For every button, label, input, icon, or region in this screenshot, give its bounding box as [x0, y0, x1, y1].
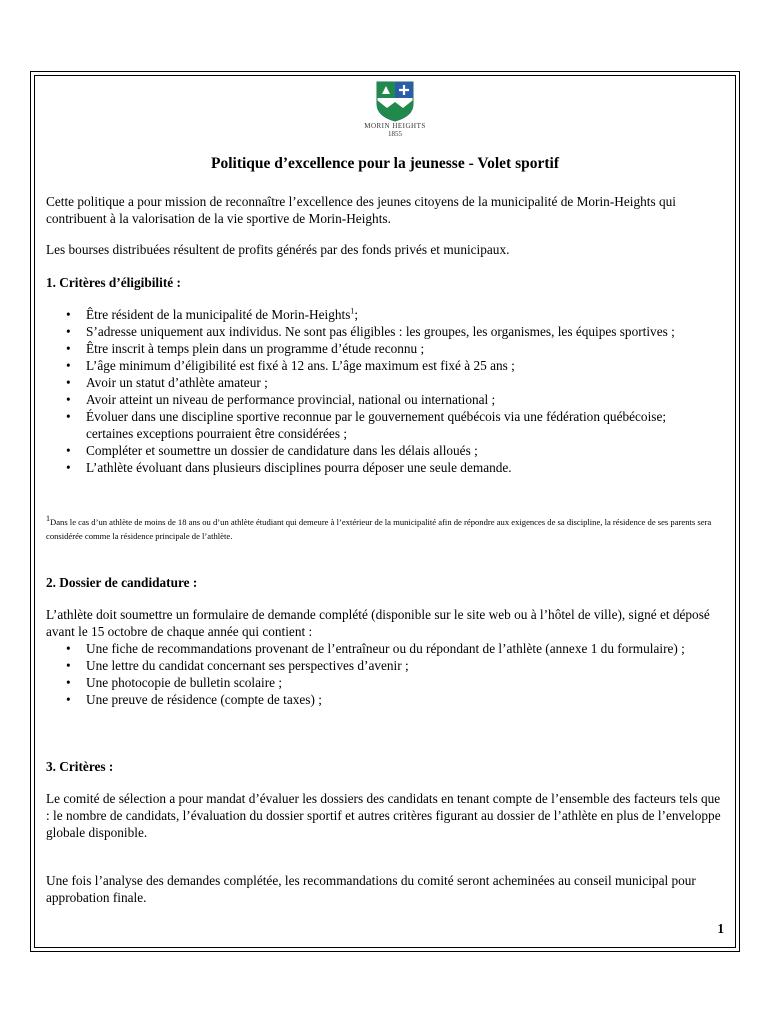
footnote-ref: 1 [350, 306, 355, 316]
list-item: • L’athlète évoluant dans plusieurs disciplines pourra déposer une seule demande. [66, 460, 512, 475]
logo-name: MORIN HEIGHTS [364, 122, 426, 130]
section-3-paragraph: Le comité de sélection a pour mandat d’évaluer les dossiers des candidats en tenant compte de l’ensemble des facteurs tels que : le nombre de candidats, l’évaluation du dossier sportif et autres critères figurant au dossier de l’athlète en plus de l’enveloppe globale disponible. [46, 791, 721, 840]
logo-year: 1855 [388, 130, 402, 138]
eligibility-list [64, 306, 704, 476]
section-2-heading: 2. Dossier de candidature : [46, 575, 198, 590]
list-item: • Être résident de la municipalité de Morin-Heights$^1$; [66, 306, 359, 322]
list-item: • Une photocopie de bulletin scolaire ; [66, 675, 283, 690]
section-3-heading: 3. Critères : [46, 759, 114, 774]
application-list [64, 640, 704, 708]
funding-paragraph: Les bourses distribuées résultent de profits générés par des fonds privés et municipaux. [46, 242, 510, 257]
list-item: • Une preuve de résidence (compte de taxes) ; [66, 692, 322, 707]
list-item: • Évoluer dans une discipline sportive reconnue par le gouvernement québécois via une fédération québécoise; certaines exceptions pourraient être considérées ; [66, 409, 667, 441]
list-item: • Une lettre du candidat concernant ses perspectives d’avenir ; [66, 658, 409, 673]
shield-crest-icon [375, 80, 415, 122]
page-number: 1 [717, 921, 724, 936]
list-item: • Une fiche de recommandations provenant de l’entraîneur ou du répondant de l’athlète (annexe 1 du formulaire) ; [66, 641, 685, 656]
list-item: • Avoir un statut d’athlète amateur ; [66, 375, 268, 390]
municipal-logo [362, 80, 428, 148]
intro-paragraph: Cette politique a pour mission de reconnaître l’excellence des jeunes citoyens de la municipalité de Morin-Heights qui contribuent à la valorisation de la vie sportive de Morin-Heights. [46, 194, 676, 226]
section-2-intro: L’athlète doit soumettre un formulaire de demande complété (disponible sur le site web ou à l’hôtel de ville), signé et déposé avant le 15 octobre de chaque année qui contient : [46, 607, 710, 639]
list-item: • Être inscrit à temps plein dans un programme d’étude reconnu ; [66, 341, 425, 356]
section-1-heading: 1. Critères d’éligibilité : [46, 275, 181, 290]
page-title: Politique d’excellence pour la jeunesse - Volet sportif [210, 155, 559, 172]
list-item: • Avoir atteint un niveau de performance provincial, national ou international ; [66, 392, 496, 407]
closing-paragraph: Une fois l’analyse des demandes complétée, les recommandations du comité seront acheminées au conseil municipal pour approbation finale. [46, 873, 696, 905]
list-item: • Compléter et soumettre un dossier de candidature dans les délais alloués ; [66, 443, 478, 458]
list-item: • S’adresse uniquement aux individus. Ne sont pas éligibles : les groupes, les organismes, les équipes sportives ; [66, 324, 675, 339]
list-item: • L’âge minimum d’éligibilité est fixé à 12 ans. L’âge maximum est fixé à 25 ans ; [66, 358, 515, 373]
footnote: $^1$Dans le cas d’un athlète de moins de 18 ans ou d’un athlète étudiant qui demeure à l’extérieur de la municipalité afin de répondre aux exigences de sa discipline, la résidence de ses parents sera considérée comme la résidence principale de l’athlète. [46, 514, 712, 541]
footnote-marker: 1 [46, 514, 50, 524]
